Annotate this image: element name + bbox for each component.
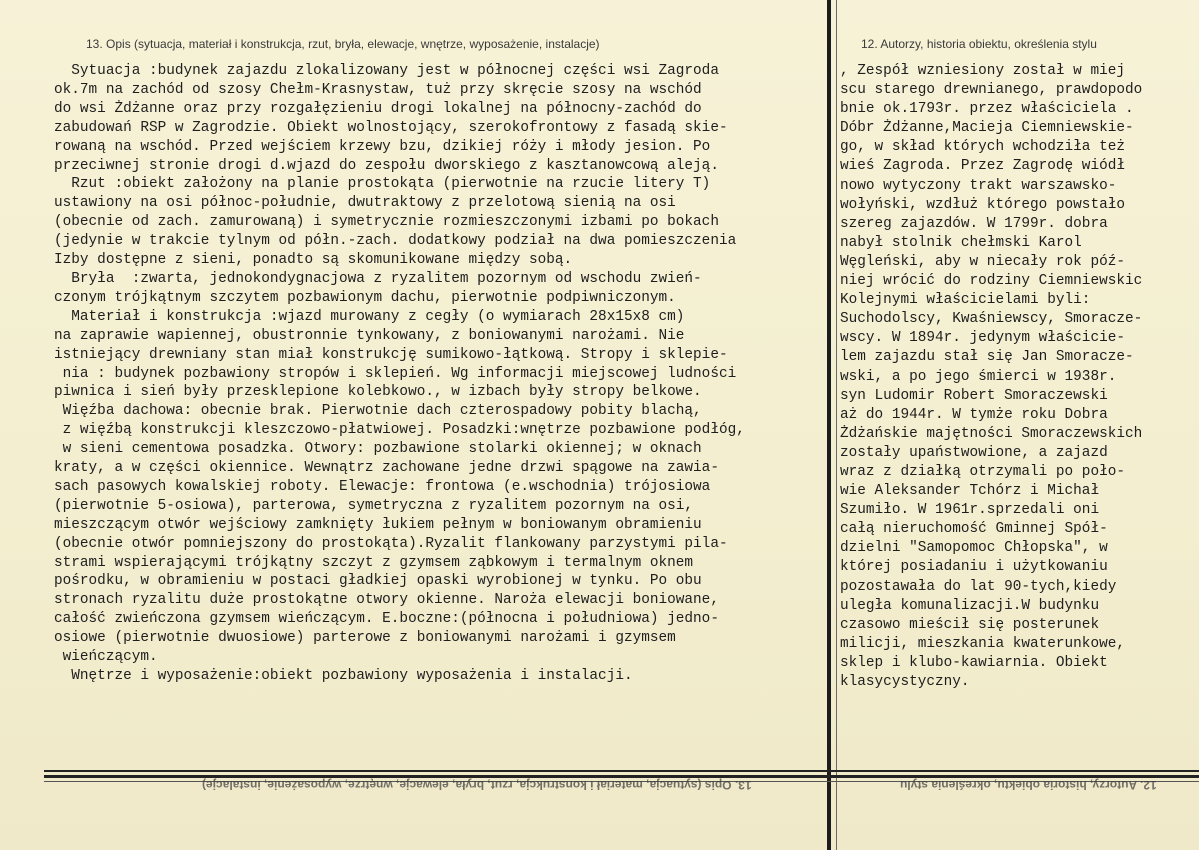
column-divider-thin (836, 0, 837, 850)
column-divider (827, 0, 831, 850)
mirrored-header-right: 12. Autorzy, historia obiektu, określenia stylu (900, 778, 1157, 792)
history-text: , Zespół wzniesiony został w miej scu starego drewnianego, prawdopodo bnie ok.1793r. przez właściciela . Dóbr Żdżanne,Macieja Ciemniewskie- go, w skład których wchodziła też wieś Zagroda. Przez Zagrodę wiódł nowo wytyczony trakt warszawsko- wołyński, wzdłuż którego powstało szereg zajazdów. W 1799r. dobra nabył stolnik chełmski Karol Węgleński, aby w niecały rok póź- niej wrócić do rodziny Ciemniewskic Kolejnymi właścicielami byli: Suchodolscy, Kwaśniewscy, Smoracze- wscy. W 1894r. jedynym właścicie- lem zajazdu stał się Jan Smoracze- wski, a po jego śmierci w 1938r. syn Ludomir Robert Smoraczewski aż do 1944r. W tymże roku Dobra Żdżańskie majętności Smoraczewskich zostały upaństwowione, a zajazd wraz z działką otrzymali po poło- wie Aleksander Tchórz i Michał Szumiło. W 1961r.sprzedali oni całą nieruchomość Gminnej Spół- dzielni "Samopomoc Chłopska", w której posiadaniu i użytkowaniu pozostawała do lat 90-tych,kiedy uległa komunalizacji.W budynku czasowo mieścił się posterunek milicji, mieszkania kwaterunkowe, sklep i klubo-kawiarnia. Obiekt klasycystyczny. (840, 63, 1143, 690)
section-13-header: 13. Opis (sytuacja, materiał i konstrukcja, rzut, bryła, elewacje, wnętrze, wyposażenie, instalacje) (86, 37, 600, 51)
mirrored-header-left: 13. Opis (sytuacja, materiał i konstrukcja, rzut, bryła, elewacje, wnętrze, wyposażenie, instalacje) (202, 778, 752, 792)
description-text: Sytuacja :budynek zajazdu zlokalizowany jest w północnej części wsi Zagroda ok.7m na zachód od szosy Chełm-Krasnystaw, tuż przy skręcie szosy na wschód do wsi Żdżanne oraz przy rozgałęzieniu drogi lokalnej na północny-zachód do zabudowań RSP w Zagrodzie. Obiekt wolnostojący, szerokofrontowy z fasadą skie- rowaną na wschód. Przed wejściem krzewy bzu, dzikiej róży i młody jesion. Po przeciwnej stronie drogi d.wjazd do zespołu dworskiego z kasztanowcową aleją. Rzut :obiekt założony na planie prostokąta (pierwotnie na rzucie litery T) ustawiony na osi północ-południe, dwutraktowy z przelotową sienią na osi (obecnie od zach. zamurowaną) i symetrycznie rozmieszczonymi izbami po bokach (jedynie w trakcie tylnym od półn.-zach. dodatkowy podział na dwa pomieszczenia Izby dostępne z sieni, ponadto są skomunikowane między sobą. Bryła :zwarta, jednokondygnacjowa z ryzalitem pozornym od wschodu zwień- czonym trójkątnym szczytem pozbawionym dachu, pierwotnie podpiwniczonym. Materiał i konstrukcja :wjazd murowany z cegły (o wymiarach 28x15x8 cm) na zaprawie wapiennej, obustronnie tynkowany, z boniowanymi narożami. Nie istniejący drewniany stan miał konstrukcję sumikowo-łątkową. Stropy i sklepie- nia : budynek pozbawiony stropów i sklepień. Wg informacji miejscowej ludności piwnica i sień były przesklepione kolebkowo., w izbach były stropy belkowe. Więźba dachowa: obecnie brak. Pierwotnie dach czterospadowy pobity blachą, z więźbą konstrukcji kleszczowo-płatwiowej. Posadzki:wnętrze pozbawione podłóg, w sieni cementowa posadzka. Otwory: pozbawione stolarki okiennej; w oknach kraty, a w części okiennice. Wewnątrz zachowane jedne drzwi spągowe na zawia- sach pasowych kowalskiej roboty. Elewacje: frontowa (e.wschodnia) trójosiowa (pierwotnie 5-osiowa), parterowa, symetryczna z ryzalitem pozornym na osi, mieszczącym otwór wejściowy zamknięty łukiem pełnym w boniowanym obramieniu (obecnie otwór pomniejszony do prostokąta).Ryzalit flankowany parzystymi pila- strami wspierającymi trójkątny szczyt z gzymsem ząbkowym i termalnym oknem pośrodku, w obramieniu w postaci gładkiej opaski wyrobionej w tynku. Po obu stronach ryzalitu duże prostokątne otwory okienne. Naroża elewacji boniowane, całość zwieńczona gzymsem wieńczącym. E.boczne:(północna i południowa) jedno- osiowe (pierwotnie dwuosiowe) parterowe z boniowanymi narożami i gzymsem wieńczącym. Wnętrze i wyposażenie:obiekt pozbawiony wyposażenia i instalacji. (54, 63, 745, 684)
section-12-header: 12. Autorzy, historia obiektu, określenia stylu (861, 37, 1097, 51)
